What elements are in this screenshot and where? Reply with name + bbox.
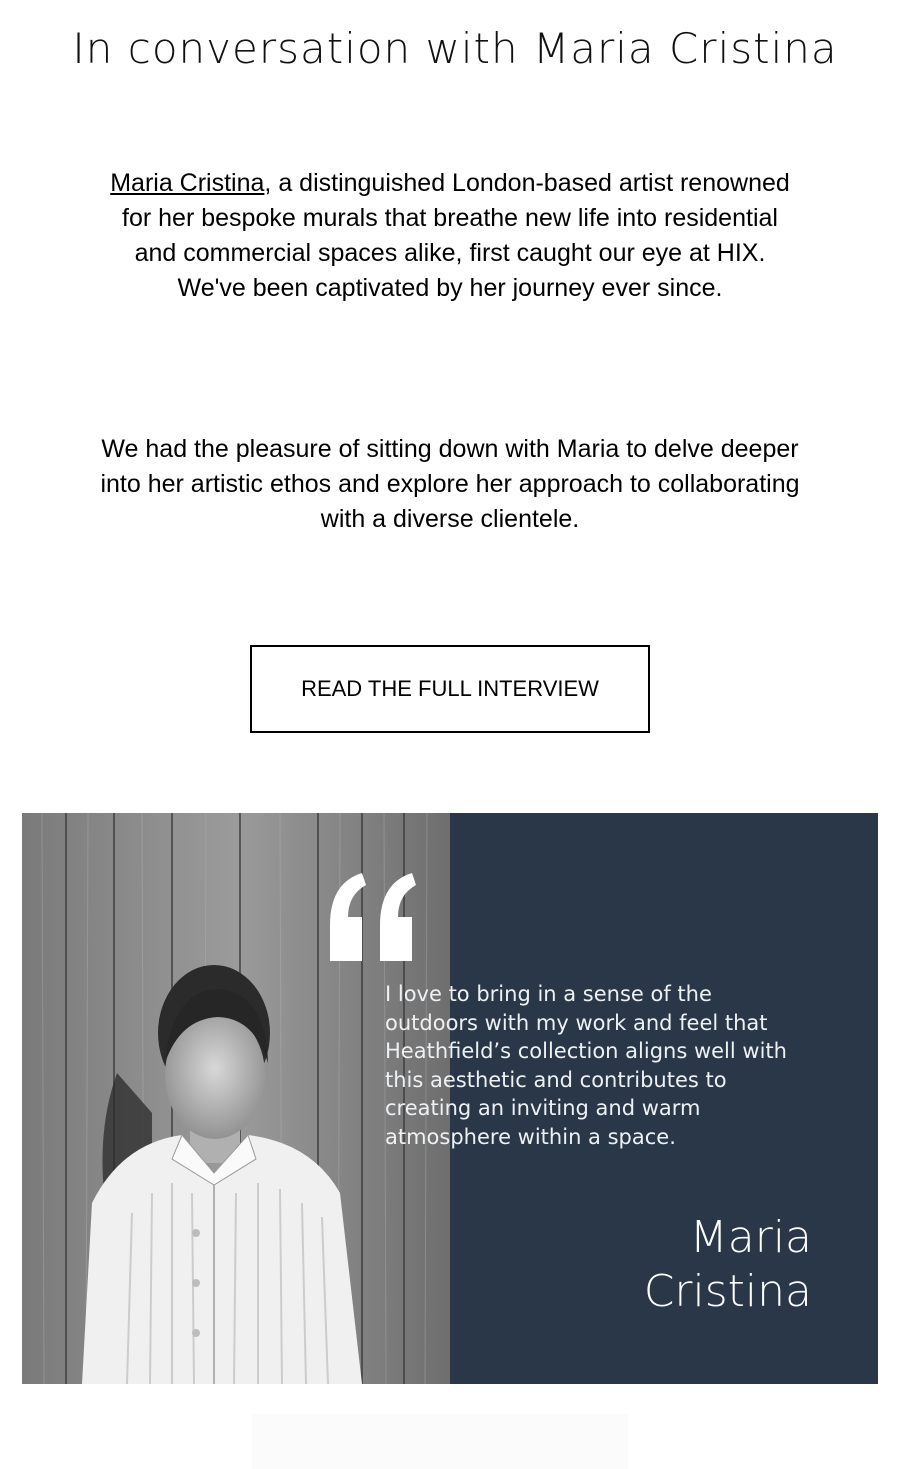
faded-placeholder	[252, 1414, 628, 1469]
second-paragraph: We had the pleasure of sitting down with Maria to delve deeper into her artistic ethos and explore her approach to collaborating with a diverse clientele.	[100, 435, 800, 533]
intro-paragraph-text: , a distinguished London-based artist renowned for her bespoke murals that breathe new life into residential and commercial spaces alike, first caught our eye at HIX. We've been captivated by her journey ever since.	[122, 169, 790, 302]
quote-banner[interactable]	[22, 813, 878, 1384]
quote-text: I love to bring in a sense of the outdoors with my work and feel that Heathfield’s collection aligns well with this aesthetic and contributes to creating an inviting and warm atmosphere within a space.	[385, 982, 787, 1149]
read-interview-button[interactable]: READ THE FULL INTERVIEW	[250, 645, 650, 733]
artist-link[interactable]: Maria Cristina	[110, 169, 265, 197]
intro-paragraph	[100, 166, 800, 306]
quote-mark-icon	[322, 873, 422, 963]
quote-attribution	[644, 1211, 812, 1319]
page-title: In conversation with Maria Cristina	[72, 24, 838, 73]
attribution-last-name: Cristina	[643, 1266, 812, 1317]
attribution-first-name: Maria	[689, 1212, 812, 1263]
